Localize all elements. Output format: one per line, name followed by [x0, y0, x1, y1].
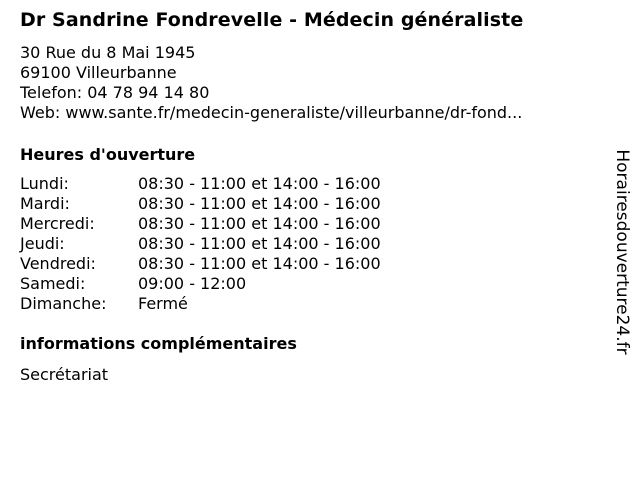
- time-range: Fermé: [138, 294, 188, 313]
- day-label: Dimanche:: [20, 294, 107, 313]
- time-range: 08:30 - 11:00 et 14:00 - 16:00: [138, 254, 381, 273]
- phone-number: Telefon: 04 78 94 14 80: [20, 83, 210, 102]
- city: 69100 Villeurbanne: [20, 63, 177, 82]
- address-block: [20, 43, 522, 123]
- day-label: Mercredi:: [20, 214, 95, 233]
- day-label: Jeudi:: [20, 234, 65, 253]
- additional-info-text: Secrétariat: [20, 365, 109, 384]
- hours-row-wednesday: [20, 214, 440, 234]
- website-link: Web: www.sante.fr/medecin-generaliste/villeurbanne/dr-fond...: [20, 103, 523, 122]
- additional-info-heading: informations complémentaires: [20, 334, 297, 353]
- site-watermark: Horairesdouverture24.fr: [612, 149, 632, 355]
- day-label: Samedi:: [20, 274, 86, 293]
- opening-hours-heading: Heures d'ouverture: [20, 145, 196, 164]
- hours-row-monday: [20, 174, 440, 194]
- hours-row-thursday: [20, 234, 440, 254]
- time-range: 08:30 - 11:00 et 14:00 - 16:00: [138, 214, 381, 233]
- time-range: 08:30 - 11:00 et 14:00 - 16:00: [138, 234, 381, 253]
- day-label: Lundi:: [20, 174, 69, 193]
- time-range: 09:00 - 12:00: [138, 274, 247, 293]
- hours-row-sunday: [20, 294, 440, 314]
- time-range: 08:30 - 11:00 et 14:00 - 16:00: [138, 174, 381, 193]
- hours-row-saturday: [20, 274, 440, 294]
- page-title: Dr Sandrine Fondrevelle - Médecin généraliste: [20, 9, 524, 31]
- day-label: Mardi:: [20, 194, 70, 213]
- hours-row-tuesday: [20, 194, 440, 214]
- opening-hours-table: [20, 174, 440, 314]
- hours-row-friday: [20, 254, 440, 274]
- day-label: Vendredi:: [20, 254, 96, 273]
- street-address: 30 Rue du 8 Mai 1945: [20, 43, 196, 62]
- time-range: 08:30 - 11:00 et 14:00 - 16:00: [138, 194, 381, 213]
